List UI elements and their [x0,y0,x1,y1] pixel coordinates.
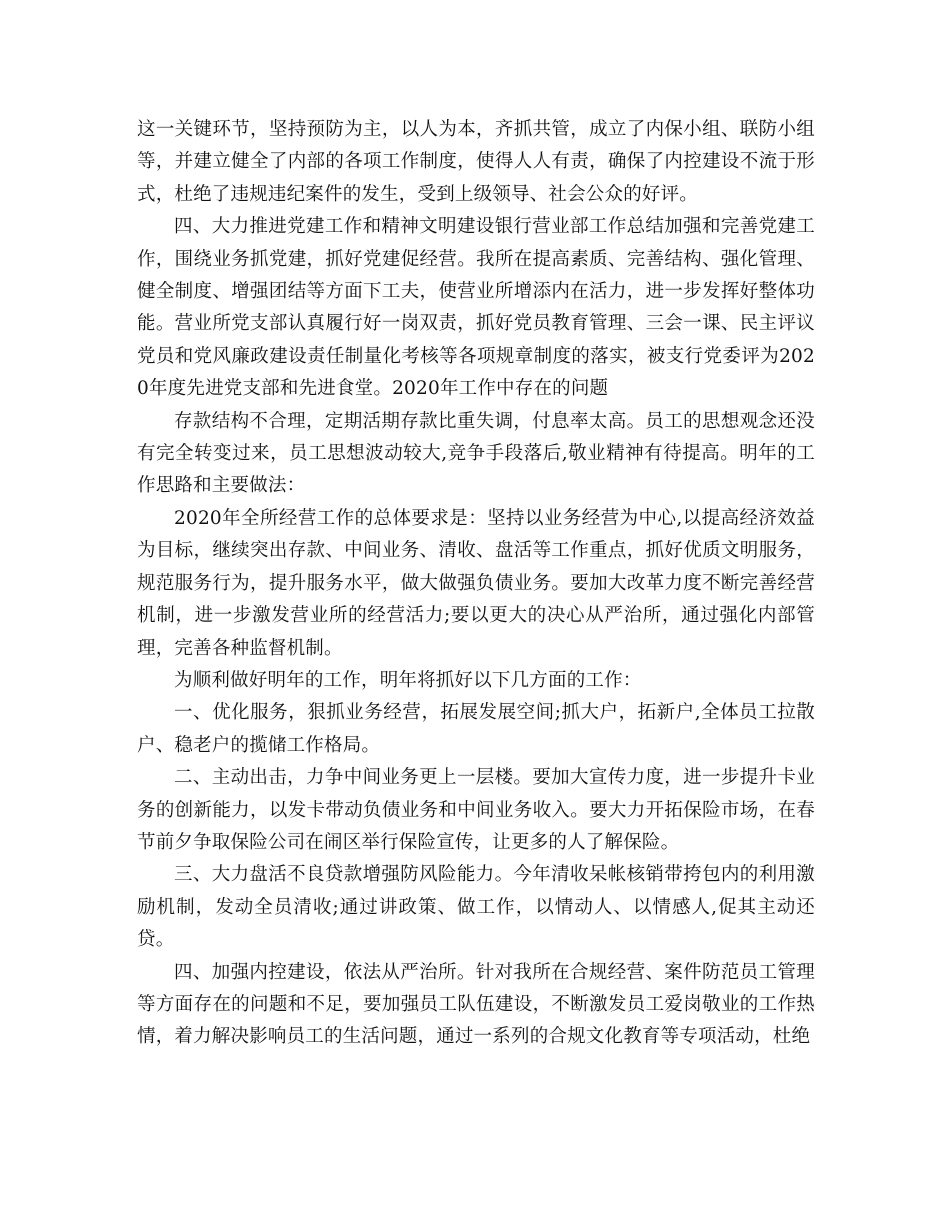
paragraph-8: 三、大力盘活不良贷款增强防风险能力。今年清收呆帐核销带挎包内的利用激励机制，发动全员清收;通过讲政策、做工作，以情动人、以情感人,促其主动还贷。 [137,864,815,951]
paragraph-5: 为顺利做好明年的工作，明年将抓好以下几方面的工作： [174,669,642,691]
paragraph-7: 二、主动出击，力争中间业务更上一层楼。要加大宣传力度，进一步提升卡业务的创新能力，以发卡带动负债业务和中间业务收入。要大力开拓保险市场，在春节前夕争取保险公司在闹区举行保险宣传，让更多的人了解保险。 [137,767,815,853]
paragraph-4: 2020年全所经营工作的总体要求是：坚持以业务经营为中心,以提高经济效益为目标，继续突出存款、中间业务、清收、盘活等工作重点，抓好优质文明服务，规范服务行为，提升服务水平，做大做强负债业务。要加大改革力度不断完善经营机制，进一步激发营业所的经营活力;要以更大的决心从严治所，通过强化内部管理，完善各种监督机制。 [137,507,815,659]
paragraph-1: 这一关键环节，坚持预防为主，以人为本，齐抓共管，成立了内保小组、联防小组等，并建立健全了内部的各项工作制度，使得人人有责，确保了内控建设不流于形式，杜绝了违规违纪案件的发生，受到上级领导、社会公众的好评。 [137,119,815,205]
document-body [137,114,815,1054]
paragraph-2: 四、大力推进党建工作和精神文明建设银行营业部工作总结加强和完善党建工作，围绕业务抓党建，抓好党建促经营。我所在提高素质、完善结构、强化管理、健全制度、增强团结等方面下工夫，使营业所增添内在活力，进一步发挥好整体功能。营业所党支部认真履行好一岗双责，抓好党员教育管理、三会一课、民主评议党员和党风廉政建设责任制量化考核等各项规章制度的落实，被支行党委评为2020年度先进党支部和先进食堂。2020年工作中存在的问题 [137,216,815,400]
paragraph-9: 四、加强内控建设，依法从严治所。针对我所在合规经营、案件防范员工管理等方面存在的问题和不足，要加强员工队伍建设，不断激发员工爱岗敬业的工作热情，着力解决影响员工的生活问题，通过一系列的合规文化教育等专项活动，杜绝 [137,961,815,1048]
paragraph-3: 存款结构不合理，定期活期存款比重失调，付息率太高。员工的思想观念还没有完全转变过来，员工思想波动较大,竞争手段落后,敬业精神有待提高。明年的工作思路和主要做法： [137,410,815,497]
paragraph-6: 一、优化服务，狠抓业务经营，拓展发展空间;抓大户，拓新户,全体员工拉散户、稳老户的揽储工作格局。 [137,702,815,756]
